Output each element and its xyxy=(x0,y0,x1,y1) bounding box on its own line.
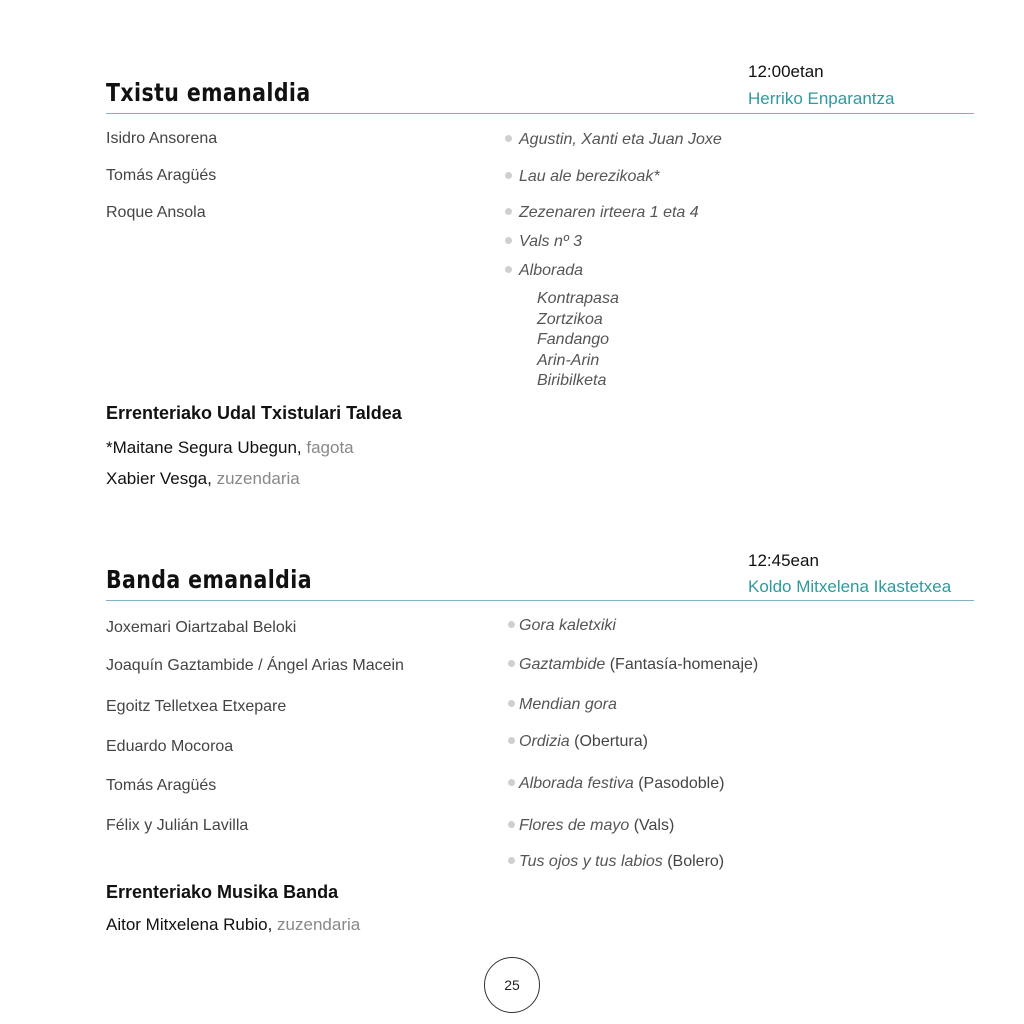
section-2-composer: Félix y Julián Lavilla xyxy=(106,817,249,834)
section-1-divider xyxy=(106,113,974,114)
section-1-composer: Roque Ansola xyxy=(106,204,206,221)
section-1-composer: Tomás Aragüés xyxy=(106,167,217,184)
section-1-work: Agustin, Xanti eta Juan Joxe xyxy=(505,131,722,149)
bullet-icon xyxy=(505,266,512,273)
section-1-work: Vals nº 3 xyxy=(505,233,582,251)
bullet-icon xyxy=(508,821,515,828)
section-2-composer: Tomás Aragüés xyxy=(106,777,217,794)
section-2-composer: Egoitz Telletxea Etxepare xyxy=(106,698,287,715)
subwork-item: Fandango xyxy=(537,331,610,348)
section-2-work: Ordizia (Obertura) xyxy=(508,733,648,751)
section-2-divider xyxy=(106,600,974,601)
section-2-place: Koldo Mitxelena Ikastetxea xyxy=(748,577,952,596)
section-1-title: Txistu emanaldia xyxy=(106,78,311,107)
section-1-place: Herriko Enparantza xyxy=(748,89,895,108)
bullet-icon xyxy=(505,208,512,215)
subwork-item: Arin-Arin xyxy=(537,351,600,369)
section-1-credit: *Maitane Segura Ubegun, fagota xyxy=(106,438,354,457)
bullet-icon xyxy=(508,621,515,628)
section-1-work: Alborada xyxy=(505,262,583,280)
section-2-time: 12:45ean xyxy=(748,551,819,570)
section-2-work: Tus ojos y tus labios (Bolero) xyxy=(508,853,724,871)
bullet-icon xyxy=(508,700,515,707)
section-2-credit: Aitor Mitxelena Rubio, zuzendaria xyxy=(106,915,361,934)
section-1-credit: Xabier Vesga, zuzendaria xyxy=(106,469,300,488)
section-2-work: Flores de mayo (Vals) xyxy=(508,817,674,835)
bullet-icon xyxy=(508,779,515,786)
page-number: 25 xyxy=(484,957,540,1013)
section-2-work: Mendian gora xyxy=(508,696,617,714)
subwork-item: Zortzikoa xyxy=(537,310,603,328)
section-2-composer: Eduardo Mocoroa xyxy=(106,738,234,755)
section-1-work: Lau ale berezikoak* xyxy=(505,168,660,186)
bullet-icon xyxy=(508,737,515,744)
section-1-work: Zezenaren irteera 1 eta 4 xyxy=(505,204,699,222)
section-1-subworks xyxy=(537,289,619,392)
subwork-item: Kontrapasa xyxy=(537,290,619,307)
section-2-work: Gaztambide (Fantasía-homenaje) xyxy=(508,656,758,674)
section-2-work: Gora kaletxiki xyxy=(508,617,616,635)
section-2-group: Errenteriako Musika Banda xyxy=(106,882,339,902)
bullet-icon xyxy=(505,237,512,244)
section-2-title: Banda emanaldia xyxy=(106,565,312,594)
section-2-composer: Joxemari Oiartzabal Beloki xyxy=(106,619,297,636)
bullet-icon xyxy=(505,135,512,142)
bullet-icon xyxy=(508,660,515,667)
section-2-composer: Joaquín Gaztambide / Ángel Arias Macein xyxy=(106,657,404,674)
bullet-icon xyxy=(505,172,512,179)
section-1-composer: Isidro Ansorena xyxy=(106,130,218,147)
subwork-item: Biribilketa xyxy=(537,372,607,389)
section-2-work: Alborada festiva (Pasodoble) xyxy=(508,775,724,793)
section-1-time: 12:00etan xyxy=(748,62,824,81)
bullet-icon xyxy=(508,857,515,864)
section-1-group: Errenteriako Udal Txistulari Taldea xyxy=(106,403,402,423)
